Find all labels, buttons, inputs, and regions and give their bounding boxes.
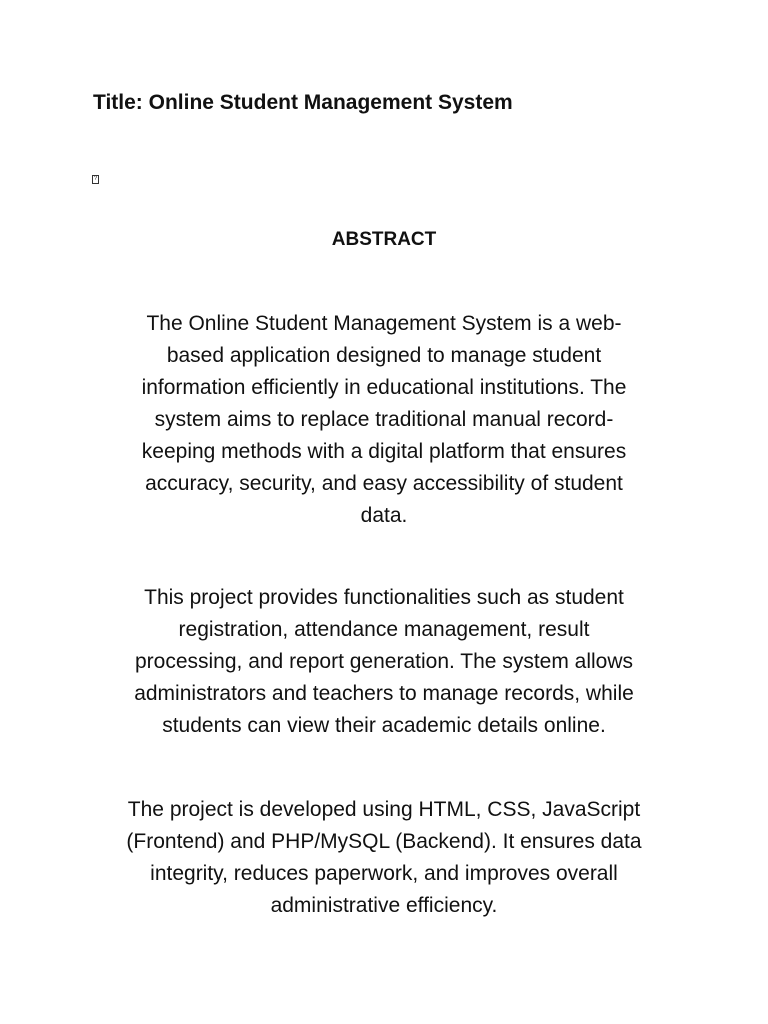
paragraph-line: registration, attendance management, result <box>178 618 590 641</box>
paragraph-line: The project is developed using HTML, CSS, JavaScript <box>127 798 641 821</box>
abstract-heading: ABSTRACT <box>331 229 437 250</box>
paragraph-line: administrators and teachers to manage records, while <box>134 682 634 705</box>
paragraph-line: (Frontend) and PHP/MySQL (Backend). It ensures data <box>126 830 642 853</box>
missing-glyph-icon: ? <box>93 176 98 182</box>
abstract-paragraph-3 <box>96 794 672 922</box>
paragraph-line: The Online Student Management System is a web- <box>146 312 622 335</box>
paragraph-line: data. <box>360 504 408 527</box>
abstract-paragraph-2 <box>96 582 672 742</box>
paragraph-line: processing, and report generation. The system allows <box>134 650 634 673</box>
paragraph-line: students can view their academic details online. <box>162 714 606 737</box>
paragraph-line: accuracy, security, and easy accessibility of student <box>145 472 623 495</box>
paragraph-line: This project provides functionalities such as student <box>144 586 624 609</box>
paragraph-line: based application designed to manage student <box>166 344 602 367</box>
paragraph-line: system aims to replace traditional manual record- <box>154 408 614 431</box>
abstract-paragraph-1 <box>96 308 672 532</box>
paragraph-line: information efficiently in educational institutions. The <box>141 376 627 399</box>
document-title: Title: Online Student Management System <box>93 91 513 114</box>
paragraph-line: keeping methods with a digital platform that ensures <box>141 440 627 463</box>
paragraph-line: administrative efficiency. <box>270 894 498 917</box>
paragraph-line: integrity, reduces paperwork, and improves overall <box>150 862 618 885</box>
